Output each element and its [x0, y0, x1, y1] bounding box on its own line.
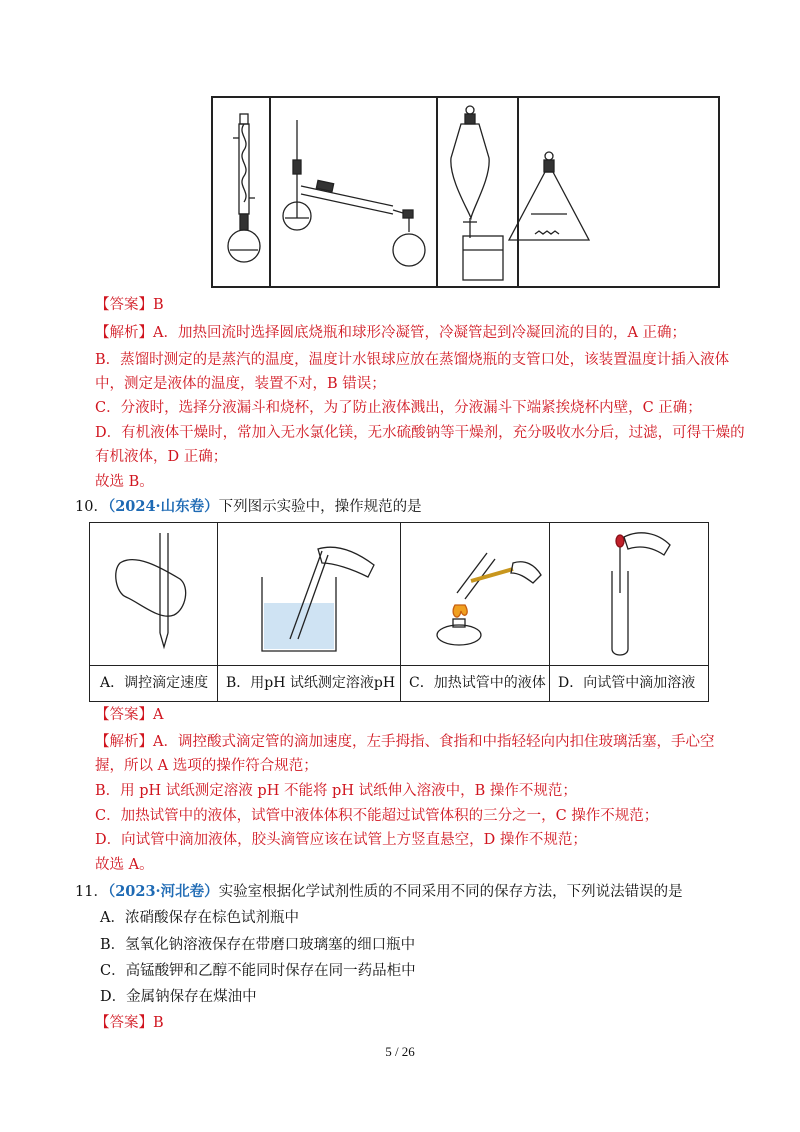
q9-analysis-line: 中，测定是液体的温度，装置不对，B 错误；	[95, 376, 386, 392]
question-text: 实验室根据化学试剂性质的不同采用不同的保存方法，下列说法错误的是	[218, 884, 683, 900]
question-number: 11．	[75, 884, 108, 900]
conical-flask-icon	[509, 152, 589, 240]
q10-stem	[75, 497, 422, 517]
option-b-caption: B．用pH 试纸测定溶液pH	[226, 675, 396, 691]
q10-analysis-line: 故选 A。	[95, 857, 154, 873]
q9-analysis-line: B．蒸馏时测定的是蒸汽的温度，温度计水银球应放在蒸馏烧瓶的支管口处，该装置温度计插入液体	[95, 352, 730, 368]
q11-answer: 【答案】B	[95, 1015, 164, 1031]
question-source: （2024·山东卷）	[107, 498, 219, 515]
q9-analysis-line: 【解析】A．加热回流时选择圆底烧瓶和球形冷凝管，冷凝管起到冷凝回流的目的，A 正确；	[95, 325, 687, 341]
q10-answer: 【答案】A	[95, 707, 164, 723]
dropper-test-tube-icon	[612, 533, 670, 655]
q10-option-images	[90, 523, 708, 663]
q11-option-b: B．氢氧化钠溶液保存在带磨口玻璃塞的细口瓶中	[100, 937, 416, 953]
apparatus-drawings	[213, 98, 718, 286]
ph-paper-beaker-icon	[262, 547, 374, 651]
q11-option-d: D．金属钠保存在煤油中	[100, 989, 257, 1005]
burette-hand-icon	[116, 533, 186, 647]
q9-answer: 【答案】B	[95, 297, 164, 313]
q9-analysis-line: 有机液体，D 正确；	[95, 449, 228, 465]
reflux-apparatus-icon	[228, 114, 260, 262]
option-c-caption: C．加热试管中的液体	[409, 675, 546, 691]
q10-analysis-line: D．向试管中滴加液体，胶头滴管应该在试管上方竖直悬空，D 操作不规范；	[95, 832, 587, 848]
q9-analysis-line: D．有机液体干燥时，常加入无水氯化镁，无水硫酸钠等干燥剂，充分吸收水分后，过滤，可得干燥的	[95, 425, 745, 441]
q11-option-c: C．高锰酸钾和乙醇不能同时保存在同一药品柜中	[100, 963, 416, 979]
heating-test-tube-icon	[437, 553, 541, 645]
q10-analysis-line: B．用 pH 试纸测定溶液 pH 不能将 pH 试纸伸入溶液中，B 操作不规范；	[95, 783, 577, 799]
question-number: 10．	[75, 499, 108, 515]
q9-analysis-line: 故选 B。	[95, 474, 154, 490]
q11-stem	[75, 882, 683, 902]
distillation-apparatus-icon	[283, 120, 425, 266]
q10-analysis-line: C．加热试管中的液体，试管中液体体积不能超过试管体积的三分之一，C 操作不规范；	[95, 808, 659, 824]
q9-analysis-line: C．分液时，选择分液漏斗和烧杯，为了防止液体溅出，分液漏斗下端紧挨烧杯内壁，C 正确；	[95, 400, 702, 416]
question-source: （2023·河北卷）	[107, 883, 219, 900]
q10-analysis-line: 【解析】A．调控酸式滴定管的滴加速度，左手拇指、食指和中指轻轻向内扣住玻璃活塞，手心空	[95, 734, 715, 750]
page-number: 5 / 26	[385, 1044, 415, 1059]
option-a-caption: A．调控滴定速度	[100, 675, 209, 691]
q11-option-a: A．浓硝酸保存在棕色试剂瓶中	[100, 910, 299, 926]
separatory-funnel-icon	[451, 106, 503, 280]
option-d-caption: D．向试管中滴加溶液	[558, 675, 696, 691]
apparatus-figure	[211, 96, 720, 288]
question-text: 下列图示实验中，操作规范的是	[218, 499, 422, 515]
q10-analysis-line: 握，所以 A 选项的操作符合规范；	[95, 758, 318, 774]
q10-options-table	[89, 522, 709, 702]
